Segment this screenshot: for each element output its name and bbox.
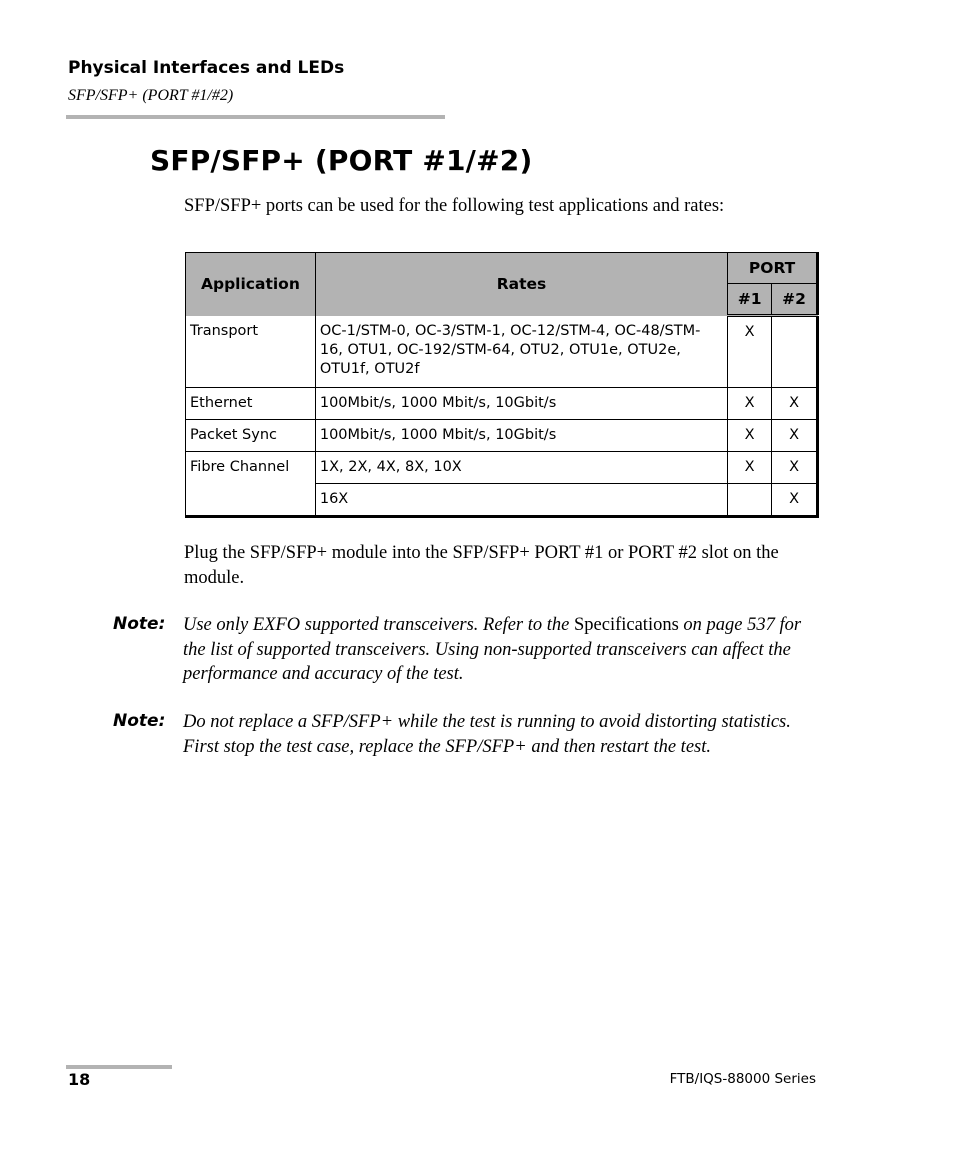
header-port-2: #2	[772, 284, 818, 316]
cell-port-1: X	[728, 451, 772, 483]
cell-port-1: X	[728, 316, 772, 388]
table-row	[186, 451, 818, 483]
cell-port-2	[772, 316, 818, 388]
header-port: PORT	[728, 253, 818, 284]
cell-port-2: X	[772, 483, 818, 516]
table-row	[186, 419, 818, 451]
footer-rule	[66, 1065, 172, 1069]
cell-port-1: X	[728, 419, 772, 451]
specifications-link[interactable]: Specifications	[573, 615, 679, 635]
cell-application: Fibre Channel	[186, 451, 316, 516]
cell-port-2: X	[772, 387, 818, 419]
cell-application: Transport	[186, 316, 316, 388]
header-rates: Rates	[315, 253, 727, 316]
cell-rates: 16X	[315, 483, 727, 516]
rates-table	[185, 252, 819, 518]
note-text	[183, 613, 823, 687]
running-header-chapter: Physical Interfaces and LEDs	[68, 58, 345, 78]
cell-port-2: X	[772, 451, 818, 483]
cell-rates: 100Mbit/s, 1000 Mbit/s, 10Gbit/s	[315, 387, 727, 419]
cell-rates: 1X, 2X, 4X, 8X, 10X	[315, 451, 727, 483]
header-application: Application	[186, 253, 316, 316]
header-port-1: #1	[728, 284, 772, 316]
cell-application: Ethernet	[186, 387, 316, 419]
cell-application: Packet Sync	[186, 419, 316, 451]
plug-paragraph: Plug the SFP/SFP+ module into the SFP/SFP+ PORT #1 or PORT #2 slot on the module.	[184, 543, 779, 588]
cell-port-2: X	[772, 419, 818, 451]
running-header-section: SFP/SFP+ (PORT #1/#2)	[68, 87, 234, 104]
header-rule	[66, 115, 445, 119]
table-row	[186, 387, 818, 419]
note-label: Note:	[113, 711, 166, 731]
page-number: 18	[68, 1070, 91, 1089]
cell-rates: 100Mbit/s, 1000 Mbit/s, 10Gbit/s	[315, 419, 727, 451]
intro-paragraph: SFP/SFP+ ports can be used for the following test applications and rates:	[184, 196, 725, 216]
note-text: Do not replace a SFP/SFP+ while the test is running to avoid distorting statistics. First stop the test case, replace the SFP/SFP+ and then restart the test.	[183, 712, 791, 757]
cell-port-1: X	[728, 387, 772, 419]
cell-rates: OC-1/STM-0, OC-3/STM-1, OC-12/STM-4, OC-48/STM-16, OTU1, OC-192/STM-64, OTU2, OTU1e, OTU2e, OTU1f, OTU2f	[315, 316, 727, 388]
note-text-part: Use only EXFO supported transceivers. Refer to the	[183, 615, 574, 635]
note-text-part: on page 537 for the list of supported transceivers. Using non-supported transceivers can affect the performance and accuracy of the test.	[183, 615, 802, 684]
cell-port-1	[728, 483, 772, 516]
product-series: FTB/IQS-88000 Series	[669, 1071, 816, 1087]
note-label: Note:	[113, 614, 166, 634]
section-title: SFP/SFP+ (PORT #1/#2)	[150, 144, 533, 177]
table-row	[186, 316, 818, 388]
